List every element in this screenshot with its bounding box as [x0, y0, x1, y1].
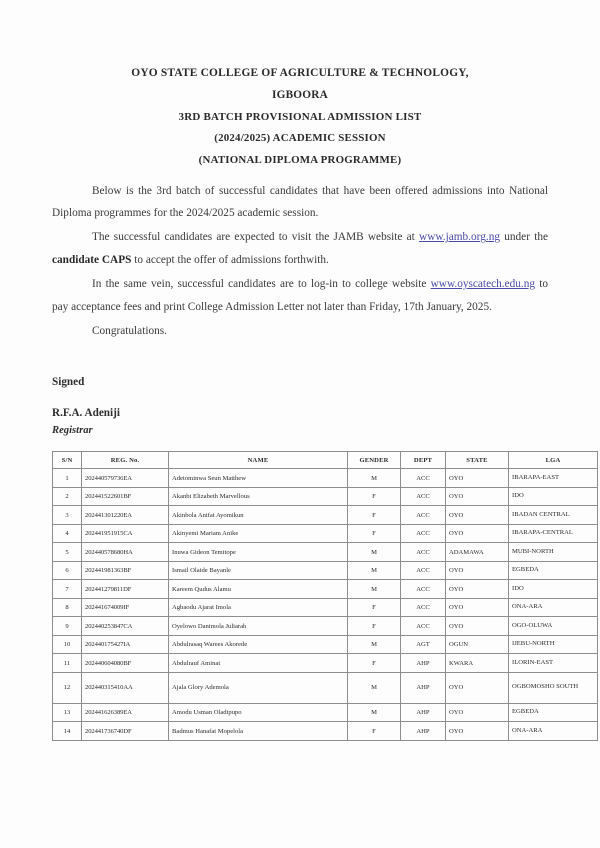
cell-gender: F [348, 617, 401, 636]
cell-reg-no: 202441951915CA [82, 524, 169, 543]
college-website-link[interactable]: www.oyscatech.edu.ng [430, 278, 535, 291]
column-header-lga: LGA [509, 452, 598, 469]
cell-reg-no: 202441981363BF [82, 561, 169, 580]
table-row [53, 703, 598, 722]
cell-lga: EGBEDA [509, 703, 598, 722]
paragraph-jamb-text-before: The successful candidates are expected to visit the JAMB website at [92, 231, 420, 244]
cell-sn: 10 [53, 635, 82, 654]
candidate-caps-emphasis: candidate CAPS [52, 254, 132, 267]
cell-sn: 2 [53, 487, 82, 506]
table-row [53, 635, 598, 654]
cell-lga: IDO [509, 487, 598, 506]
cell-dept: ACC [401, 598, 446, 617]
cell-reg-no: 202440604080BF [82, 654, 169, 673]
cell-dept: ACC [401, 487, 446, 506]
cell-reg-no: 202441301220EA [82, 506, 169, 525]
cell-lga: MUBI-NORTH [509, 543, 598, 562]
cell-sn: 5 [53, 543, 82, 562]
cell-gender: M [348, 703, 401, 722]
paragraph-jamb [52, 226, 548, 272]
cell-sn: 6 [53, 561, 82, 580]
table-row [53, 617, 598, 636]
table-row [53, 654, 598, 673]
cell-name: Badmus Hanafat Mopelola [169, 722, 348, 741]
cell-lga: IDO [509, 580, 598, 599]
table-row [53, 506, 598, 525]
table-row [53, 524, 598, 543]
table-row [53, 722, 598, 741]
cell-name: Abdulrasaq Warees Akorede [169, 635, 348, 654]
cell-reg-no: 202440253847CA [82, 617, 169, 636]
cell-state: OYO [446, 469, 509, 488]
cell-lga: EGBEDA [509, 561, 598, 580]
cell-gender: M [348, 580, 401, 599]
cell-dept: ACC [401, 617, 446, 636]
cell-lga: ONA-ARA [509, 598, 598, 617]
cell-state: OYO [446, 672, 509, 703]
paragraph-college-text-after: to pay acceptance fees and print College Admission Letter not later than Friday, 17th January, 2025. [52, 278, 548, 314]
cell-name: Akinyemi Mariam Anike [169, 524, 348, 543]
cell-reg-no: 202441674009IF [82, 598, 169, 617]
cell-state: OYO [446, 524, 509, 543]
cell-name: Kareem Qudus Alamu [169, 580, 348, 599]
admission-list-table [52, 451, 598, 741]
cell-state: OYO [446, 580, 509, 599]
table-row [53, 672, 598, 703]
cell-lga: ILORIN-EAST [509, 654, 598, 673]
cell-dept: ACC [401, 524, 446, 543]
cell-lga: ONA-ARA [509, 722, 598, 741]
cell-reg-no: 202441522601BF [82, 487, 169, 506]
cell-reg-no: 202441626389EA [82, 703, 169, 722]
table-header-row [53, 452, 598, 469]
cell-dept: ACC [401, 543, 446, 562]
paragraph-college [52, 273, 548, 319]
cell-sn: 11 [53, 654, 82, 673]
cell-state: OYO [446, 506, 509, 525]
table-row [53, 561, 598, 580]
cell-reg-no: 202440578680HA [82, 543, 169, 562]
cell-reg-no: 202440579736EA [82, 469, 169, 488]
cell-name: Akanbi Elizabeth Marvellous [169, 487, 348, 506]
cell-dept: AGT [401, 635, 446, 654]
cell-sn: 13 [53, 703, 82, 722]
signature-signed-label: Signed [52, 375, 85, 388]
signature-block [52, 373, 548, 439]
cell-state: OYO [446, 722, 509, 741]
column-header-state: STATE [446, 452, 509, 469]
column-header-name: NAME [169, 452, 348, 469]
cell-sn: 1 [53, 469, 82, 488]
cell-lga: OGBOMOSHO SOUTH [509, 672, 598, 703]
cell-name: Abdulrauf Aminat [169, 654, 348, 673]
cell-name: Ismail Olaide Bayanle [169, 561, 348, 580]
paragraph-intro: Below is the 3rd batch of successful candidates that have been offered admissions into National Diploma programmes for the 2024/2025 academic session. [52, 184, 548, 220]
table-row [53, 469, 598, 488]
cell-state: OYO [446, 487, 509, 506]
cell-reg-no: 202440315410AA [82, 672, 169, 703]
table-row [53, 543, 598, 562]
cell-sn: 3 [53, 506, 82, 525]
cell-gender: M [348, 469, 401, 488]
paragraph-congratulations: Congratulations. [92, 325, 167, 338]
cell-state: OYO [446, 703, 509, 722]
cell-dept: AHP [401, 722, 446, 741]
document-body [52, 180, 548, 343]
cell-gender: F [348, 506, 401, 525]
heading-institution: OYO STATE COLLEGE OF AGRICULTURE & TECHNOLOGY, [131, 67, 469, 79]
heading-programme: (NATIONAL DIPLOMA PROGRAMME) [198, 153, 402, 166]
cell-gender: F [348, 487, 401, 506]
table-row [53, 487, 598, 506]
cell-dept: ACC [401, 561, 446, 580]
table-row [53, 598, 598, 617]
cell-dept: AHP [401, 654, 446, 673]
cell-name: Amodu Usman Oladipupo [169, 703, 348, 722]
cell-sn: 8 [53, 598, 82, 617]
cell-lga: IBADAN CENTRAL [509, 506, 598, 525]
cell-dept: ACC [401, 580, 446, 599]
jamb-website-link[interactable]: www.jamb.org.ng [419, 231, 500, 244]
cell-gender: F [348, 722, 401, 741]
cell-lga: IBARAPA-EAST [509, 469, 598, 488]
cell-state: OYO [446, 561, 509, 580]
cell-reg-no: 202441279811DF [82, 580, 169, 599]
signature-role: Registrar [52, 425, 93, 437]
table-body [53, 469, 598, 741]
heading-campus: IGBOORA [271, 88, 328, 101]
cell-gender: M [348, 561, 401, 580]
paragraph-jamb-text-mid: under the [500, 231, 548, 244]
cell-name: Ajala Glory Ademola [169, 672, 348, 703]
heading-session: (2024/2025) ACADEMIC SESSION [214, 132, 386, 145]
column-header-gender: GENDER [348, 452, 401, 469]
cell-name: Adetominwa Seun Matthew [169, 469, 348, 488]
cell-name: Inuwa Gideon Temitope [169, 543, 348, 562]
cell-gender: M [348, 635, 401, 654]
cell-gender: F [348, 654, 401, 673]
cell-name: Akinbola Anifat Ayomikun [169, 506, 348, 525]
cell-dept: ACC [401, 506, 446, 525]
signature-name: R.F.A. Adeniji [52, 407, 120, 420]
cell-name: Oyelowo Danimola Juliarah [169, 617, 348, 636]
document-heading [52, 68, 548, 166]
document-content [52, 67, 579, 741]
cell-gender: M [348, 672, 401, 703]
heading-list-title: 3RD BATCH PROVISIONAL ADMISSION LIST [178, 110, 422, 123]
cell-lga: IJEBU-NORTH [509, 635, 598, 654]
cell-sn: 14 [53, 722, 82, 741]
column-header-dept: DEPT [401, 452, 446, 469]
paragraph-jamb-text-after: to accept the offer of admissions forthwith. [131, 254, 329, 267]
admission-table-wrapper [52, 451, 579, 741]
cell-dept: AHP [401, 703, 446, 722]
cell-dept: AHP [401, 672, 446, 703]
cell-gender: F [348, 598, 401, 617]
cell-state: KWARA [446, 654, 509, 673]
cell-sn: 7 [53, 580, 82, 599]
cell-gender: F [348, 524, 401, 543]
cell-sn: 4 [53, 524, 82, 543]
cell-lga: IBARAPA-CENTRAL [509, 524, 598, 543]
cell-reg-no: 202441736740DF [82, 722, 169, 741]
cell-state: OYO [446, 598, 509, 617]
cell-lga: OGO-OLUWA [509, 617, 598, 636]
column-header-reg-no: REG. No. [82, 452, 169, 469]
column-header-sn: S/N [53, 452, 82, 469]
paragraph-college-text-before: In the same vein, successful candidates are to log-in to college website [92, 278, 431, 291]
cell-name: Agbaodu Ajarat Imola [169, 598, 348, 617]
cell-state: ADAMAWA [446, 543, 509, 562]
cell-sn: 12 [53, 672, 82, 703]
table-row [53, 580, 598, 599]
cell-sn: 9 [53, 617, 82, 636]
table-header [53, 452, 598, 469]
cell-reg-no: 202440175427IA [82, 635, 169, 654]
cell-gender: M [348, 543, 401, 562]
cell-state: OYO [446, 617, 509, 636]
cell-state: OGUN [446, 635, 509, 654]
cell-dept: ACC [401, 469, 446, 488]
